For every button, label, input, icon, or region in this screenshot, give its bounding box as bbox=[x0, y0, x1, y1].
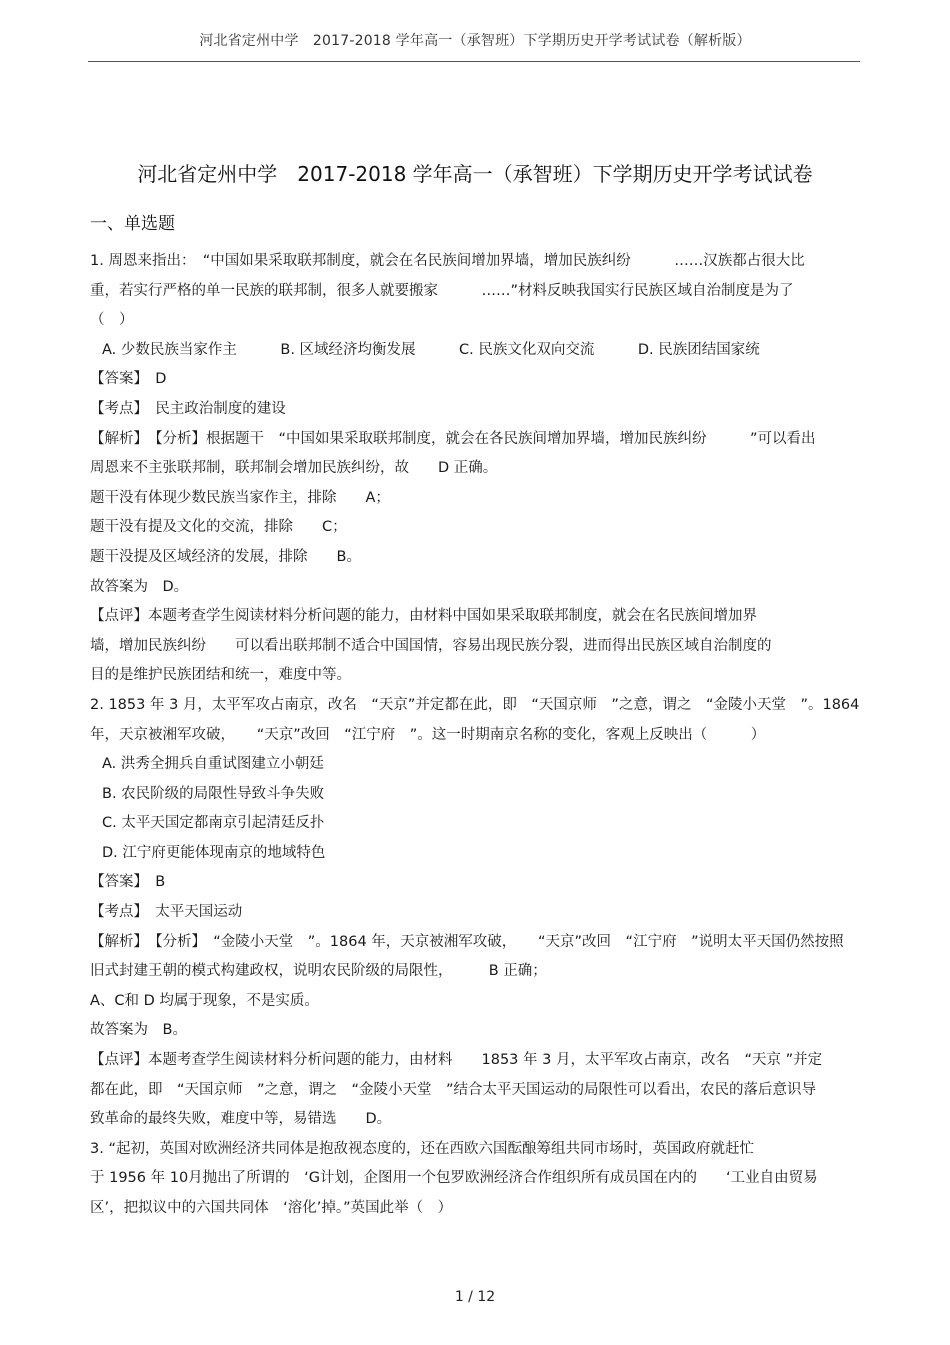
question-2-option-b: B. 农民阶级的局限性导致斗争失败 bbox=[102, 785, 325, 802]
question-2-comment-line: 致革命的最终失败，难度中等，易错选 D。 bbox=[90, 1111, 392, 1128]
question-2-option-d: D. 江宁府更能体现南京的地域特色 bbox=[102, 844, 326, 861]
document-title: 河北省定州中学 2017-2018 学年高一（承智班）下学期历史开学考试试卷 bbox=[137, 162, 813, 186]
question-2-analysis-line: A、C和 D 均属于现象，不是实质。 bbox=[90, 992, 319, 1009]
question-1-stem-line: 重，若实行严格的单一民族的联邦制，很多人就要搬家 ……”材料反映我国实行民族区域自治制度是为了 bbox=[90, 282, 794, 299]
question-1-comment-line: 【点评】本题考查学生阅读材料分析问题的能力，由材料中国如果采取联邦制度，就会在名民族间增加界 bbox=[90, 608, 757, 625]
question-1-analysis-line: 题干没有提及文化的交流，排除 C； bbox=[90, 519, 347, 536]
question-2-stem-line: 2. 1853 年 3 月，太平军攻占南京，改名 “天京”并定都在此，即 “天国京师 ”之意，谓之 “金陵小天堂 ”。1864 bbox=[90, 696, 860, 713]
question-2-analysis-line: 【解析】 【分析】 “金陵小天堂 ”。1864 年，天京被湘军攻破， “天京”改回 “江宁府 ”说明太平天国仍然按照 bbox=[90, 933, 844, 950]
question-2-comment-line: 都在此，即 “天国京师 ”之意，谓之 “金陵小天堂 ”结合太平天国运动的局限性可以看出，农民的落后意识导 bbox=[90, 1081, 817, 1098]
question-3-stem-line: 区’，把拟议中的六国共同体 ‘溶化’掉。”英国此举（ ） bbox=[90, 1200, 453, 1216]
question-1-conclusion: 故答案为 D。 bbox=[90, 578, 189, 595]
question-1-comment-line: 目的是维护民族团结和统一，难度中等。 bbox=[90, 667, 351, 684]
question-1-blank: （ ） bbox=[90, 312, 134, 329]
question-1-analysis-line: 题干没提及区域经济的发展，排除 B。 bbox=[90, 548, 361, 565]
page-number: 1 / 12 bbox=[454, 1289, 496, 1305]
running-header: 河北省定州中学 2017-2018 学年高一（承智班）下学期历史开学考试试卷（解析版） bbox=[199, 33, 751, 49]
question-1-analysis-line: 题干没有体现少数民族当家作主，排除 A； bbox=[90, 489, 390, 506]
header-divider bbox=[88, 61, 860, 62]
question-1-topic: 【考点】 民主政治制度的建设 bbox=[90, 400, 286, 417]
question-2-topic: 【考点】 太平天国运动 bbox=[90, 904, 243, 921]
question-2-answer: 【答案】 B bbox=[90, 874, 166, 891]
question-1-options: A. 少数民族当家作主 B. 区域经济均衡发展 C. 民族文化双向交流 D. 民族团结国家统 bbox=[102, 341, 760, 358]
question-1-analysis-line: 周恩来不主张联邦制，联邦制会增加民族纠纷，故 D 正确。 bbox=[90, 460, 498, 477]
question-3-stem-line: 3. “起初，英国对欧洲经济共同体是抱敌视态度的，还在西欧六国酝酿筹组共同市场时，英国政府就赶忙 bbox=[90, 1140, 754, 1157]
question-2-conclusion: 故答案为 B。 bbox=[90, 1022, 187, 1039]
question-1-stem-line: 1. 周恩来指出： “中国如果采取联邦制度，就会在名民族间增加界墙，增加民族纠纷 ……汉族都占很大比 bbox=[90, 253, 805, 269]
question-1-analysis-line: 【解析】 【分析】根据题干 “中国如果采取联邦制度，就会在各民族间增加界墙，增加民族纠纷 ”可以看出 bbox=[90, 430, 816, 447]
question-3-stem-line: 于 1956 年 10月抛出了所谓的 ‘G计划，企图用一个包罗欧洲经济合作组织所有成员国在内的 ‘工业自由贸易 bbox=[90, 1170, 818, 1187]
question-2-option-a: A. 洪秀全拥兵自重试图建立小朝廷 bbox=[102, 756, 324, 773]
exam-content bbox=[90, 247, 860, 1224]
question-1-comment-line: 墙，增加民族纠纷 可以看出联邦制不适合中国国情，容易出现民族分裂，进而得出民族区域自治制度的 bbox=[90, 637, 772, 654]
question-2-option-c: C. 太平天国定都南京引起清廷反扑 bbox=[102, 815, 325, 832]
question-2-comment-line: 【点评】本题考查学生阅读材料分析问题的能力，由材料 1853 年 3 月，太平军攻占南京，改名 “天京 ”并定 bbox=[90, 1052, 823, 1069]
question-2-analysis-line: 旧式封建王朝的模式构建政权，说明农民阶级的局限性， B 正确； bbox=[90, 963, 547, 980]
section-heading: 一、单选题 bbox=[90, 214, 175, 234]
question-1-answer: 【答案】 D bbox=[90, 371, 167, 388]
question-2-stem-line: 年，天京被湘军攻破， “天京”改回 “江宁府 ”。这一时期南京名称的变化，客观上反映出（ ） bbox=[90, 726, 766, 743]
